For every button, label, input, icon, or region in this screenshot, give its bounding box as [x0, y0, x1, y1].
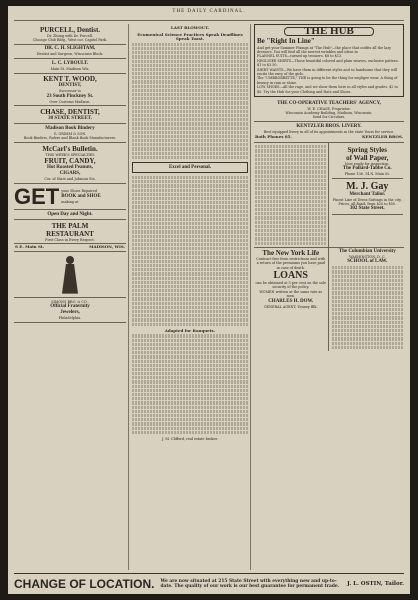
section-excel-title: Excel and Personal.	[168, 164, 212, 170]
footer-title: CHANGE OF LOCATION.	[14, 577, 155, 591]
ad-gay-name: M. J. Gay	[346, 180, 389, 192]
ad-slightam-name: DR. C. H. SLIGHTAM,	[44, 46, 96, 52]
ad-gay-body: Finest Line of Dress Suitings in the city. Prices, all Band, from $20 to $50.	[332, 197, 402, 206]
ad-palm-restaurant	[14, 220, 126, 244]
ad-nyl-body: Contract free from restrictions and with a return of the premiums you have paid in case of death.	[256, 256, 326, 270]
ad-palm-note: First Class in Every Respect.	[45, 237, 95, 242]
ad-get-text	[61, 189, 100, 204]
ad-address-right: MADISON, WIS.	[89, 244, 125, 250]
ad-get-letters: GET	[14, 184, 60, 209]
ad-address-line	[14, 244, 126, 252]
section-excel-personal	[132, 162, 248, 173]
article-title-banquets: Adapted for Banquets.	[164, 327, 216, 333]
man-portrait-illustration	[59, 256, 81, 294]
ad-livery-title: KENTZLER BROS. LIVERY.	[296, 123, 362, 129]
ad-mccarl-name: McCarl's Bulletin.	[42, 144, 98, 153]
header-rule	[14, 20, 404, 21]
ad-mj-gay	[332, 179, 404, 215]
ad-kentzler-livery	[254, 122, 404, 143]
ad-fraternity-title2: Jewelers,	[60, 309, 80, 315]
ad-spring-detail: Now ready for inspection.	[344, 161, 390, 166]
ad-nyl-loans: LOANS	[273, 270, 308, 281]
ad-chase-dentist	[14, 106, 126, 124]
ad-book-bindery	[14, 124, 126, 143]
ad-fraternity-jewelers	[14, 298, 126, 323]
newspaper-page	[8, 6, 410, 594]
column-ads-right	[254, 24, 404, 570]
column-rule-2	[250, 24, 251, 570]
ad-kent-detail1: Successor to	[59, 89, 81, 94]
ad-nyl-title: The New York Life	[262, 248, 320, 257]
ad-mccarl-sub: THIS WEEK'S SPECIALTIES	[45, 152, 95, 157]
ad-gay-sub: Merchant Tailor.	[349, 191, 386, 197]
ad-nyl-agent: CHARLES H. DOW.	[268, 298, 314, 304]
ad-nyl-women: WOMEN written at the same rate as men.	[259, 289, 323, 299]
ad-lyboult-name: L. C. LYBOULT.	[51, 60, 89, 66]
ad-purcell	[14, 24, 126, 45]
ad-agency-note: Send for Circulars.	[312, 115, 346, 120]
ad-palm-sub: RESTAURANT	[46, 229, 94, 238]
ad-row-middle	[254, 143, 404, 248]
ad-get-line2: BOOK and SHOE	[61, 193, 101, 199]
ad-agency-title: THE CO-OPERATIVE TEACHERS' AGENCY,	[277, 100, 381, 106]
ad-spring-title1: Spring Styles	[347, 145, 387, 154]
ad-lyboult-detail: Main St. Madison Wis.	[50, 66, 90, 71]
ad-address-left: S E. Main St.	[15, 244, 45, 250]
ad-fraternity-detail: Philadelphia.	[58, 315, 82, 320]
ad-kent-wood	[14, 74, 126, 107]
ad-agency-address: Wisconsin Academy Building, Madison, Wisconsin.	[285, 110, 373, 115]
ad-chase-name: CHASE, DENTIST,	[40, 107, 100, 116]
ad-mccarl-item1: FRUIT, CANDY,	[44, 157, 96, 166]
article-body-3	[132, 334, 248, 434]
article-signoff: J. M. Clifford, real estate broker.	[162, 436, 218, 441]
footer-text: We are now situated at 215 State Street with everything new and up-to-date. The quality of our work is our best guarantee for permanent trade.	[160, 578, 340, 589]
ad-columbian-school: SCHOOL of LAW.	[347, 259, 388, 265]
ad-spring-styles	[332, 144, 404, 179]
ad-columbian-university	[331, 248, 405, 351]
ad-columbian-sub: WASHINGTON, D. C.	[349, 254, 386, 259]
ad-bindery-name: Madison Book Bindery	[45, 125, 95, 131]
ad-kent-name: KENT T. WOOD,	[43, 75, 97, 84]
ad-spring-title2: of Wall Paper,	[346, 153, 389, 162]
footer-banner	[14, 575, 404, 593]
ad-gay-address: 302 State Street.	[349, 206, 385, 212]
ad-get-line3: making at	[61, 199, 79, 204]
ad-hub-umbrella: The "UMBROBRETTE," THE is going to be the thing for negligee wear. A thing of beauty in rain or shine.	[257, 76, 398, 85]
ad-purcell-line2: Chicago Club Bldg., West cor. Capitol Park.	[32, 37, 108, 42]
ad-mccarl-item2: Hot Roasted Peanuts,	[47, 165, 93, 171]
ad-bindery-owner: G. GRIMM & SON.	[53, 131, 87, 136]
ad-livery-body: Best equipped livery in all of its appointments in the state Yours for service.	[263, 129, 395, 134]
ad-fraternity-vendor: SIMONS BRO. & CO.,	[51, 299, 89, 304]
ad-kent-sub: DENTIST,	[58, 83, 82, 89]
ad-hub-shirtwaists: SHIRT WAISTS—We have them in different styles and so handsome that they will excite the envy of the girls.	[257, 67, 398, 77]
ad-palm-name: THE PALM	[51, 221, 89, 230]
ad-purcell-title: PURCELL, Dentist.	[39, 25, 101, 34]
page-header: THE DAILY CARDINAL.	[172, 9, 246, 14]
ad-lyboult	[14, 59, 126, 73]
ad-pollard-address: Phone 136. 14 N. Main St.	[344, 172, 390, 177]
ad-hours-text: Open Day and Night.	[47, 211, 93, 217]
footer-sign: J. L. OSTIN, Tailor.	[347, 581, 404, 587]
ad-portrait	[14, 252, 126, 298]
ad-livery-footer	[254, 134, 404, 141]
ad-pollard-name: The Pollard-Tabbe Co.	[342, 166, 392, 172]
ad-new-york-life	[254, 248, 329, 351]
ad-row-bottom	[254, 248, 404, 351]
ad-livery-phone: Both Phones 85.	[255, 134, 292, 140]
ad-purcell-line1: Dr. Zhong with Dr. Purcell.	[46, 33, 94, 38]
ad-teachers-agency	[254, 99, 404, 122]
footer-rule	[14, 573, 404, 574]
ad-columbian-title: The Columbian University	[338, 248, 396, 254]
ad-agency-name: W. E. CHASE, Proprietor.	[307, 106, 351, 111]
ad-mccarl	[14, 143, 126, 184]
ad-fraternity-title1: Official Fraternity	[50, 303, 90, 309]
column-rule-1	[128, 24, 129, 570]
ad-hub-headline: Be "Right In Line"	[257, 36, 315, 45]
article-title-blowout: LAST BLOWOUT.	[170, 25, 210, 30]
ad-get-line1: your Shoes Repaired	[61, 189, 98, 194]
ad-columbian-body	[332, 266, 404, 349]
ad-hub-flannel: FLANNEL SUITS—turned up trousers. $8 to $13.	[257, 54, 343, 59]
ad-hub-shoes: LOW SHOES—All the rage, and we show them here in all styles and grades. $2 to $5. Try the Hub for your Clothing and Hats and Shoes.	[257, 85, 398, 94]
ad-kent-detail2: 23 South Pinckney St.	[46, 93, 94, 99]
ad-bindery-detail: Book Binders, Rulers and Blank Book Manufacturers.	[23, 136, 117, 141]
ad-nyl-agent-sub: GENERAL AGENT, Tenney Blk.	[263, 304, 318, 309]
ad-livery-sign: KENTZLER BROS.	[362, 134, 403, 140]
ad-hub-label: THE HUB	[284, 27, 374, 36]
article-body-2	[132, 176, 248, 326]
ad-the-hub	[254, 24, 404, 97]
ad-hub-negligee: NEGLIGEE SHIRTS—Those beautiful colored and plain weaves, exclusive pattern. $1 to $3.50.	[257, 58, 399, 68]
ad-mccarl-item3: CIGARS,	[59, 171, 81, 177]
ad-hub-body: And get your Summer Fixings at "The Hub"—the place that outfits all the lazy dressers. You will find all the newest wrinkles and ideas in	[257, 45, 392, 54]
ad-slightam-detail: Dentist and Surgeon, Wisconsin Block.	[36, 52, 104, 57]
ad-nyl-loans-body: can be obtained at 5 per cent on the sole security of the policy.	[255, 281, 326, 290]
ad-kent-detail3: Over Customs Madison.	[49, 99, 91, 104]
ad-open-hours	[14, 210, 126, 220]
ad-get-shoes	[14, 184, 126, 210]
article-body-1	[132, 43, 248, 159]
article-body-right	[254, 143, 329, 247]
ad-mccarl-address: Cor. of State and Johnson Sts.	[44, 177, 96, 182]
ad-slightam	[14, 45, 126, 59]
column-articles	[132, 24, 248, 570]
ad-wall-paper-stack	[331, 143, 405, 247]
ad-chase-address: 30 STATE STREET.	[48, 115, 92, 121]
column-ads-left	[14, 24, 126, 570]
article-subtitle: Ecumenical Science Practices Speak Deadlines Speak Toast.	[137, 31, 243, 42]
